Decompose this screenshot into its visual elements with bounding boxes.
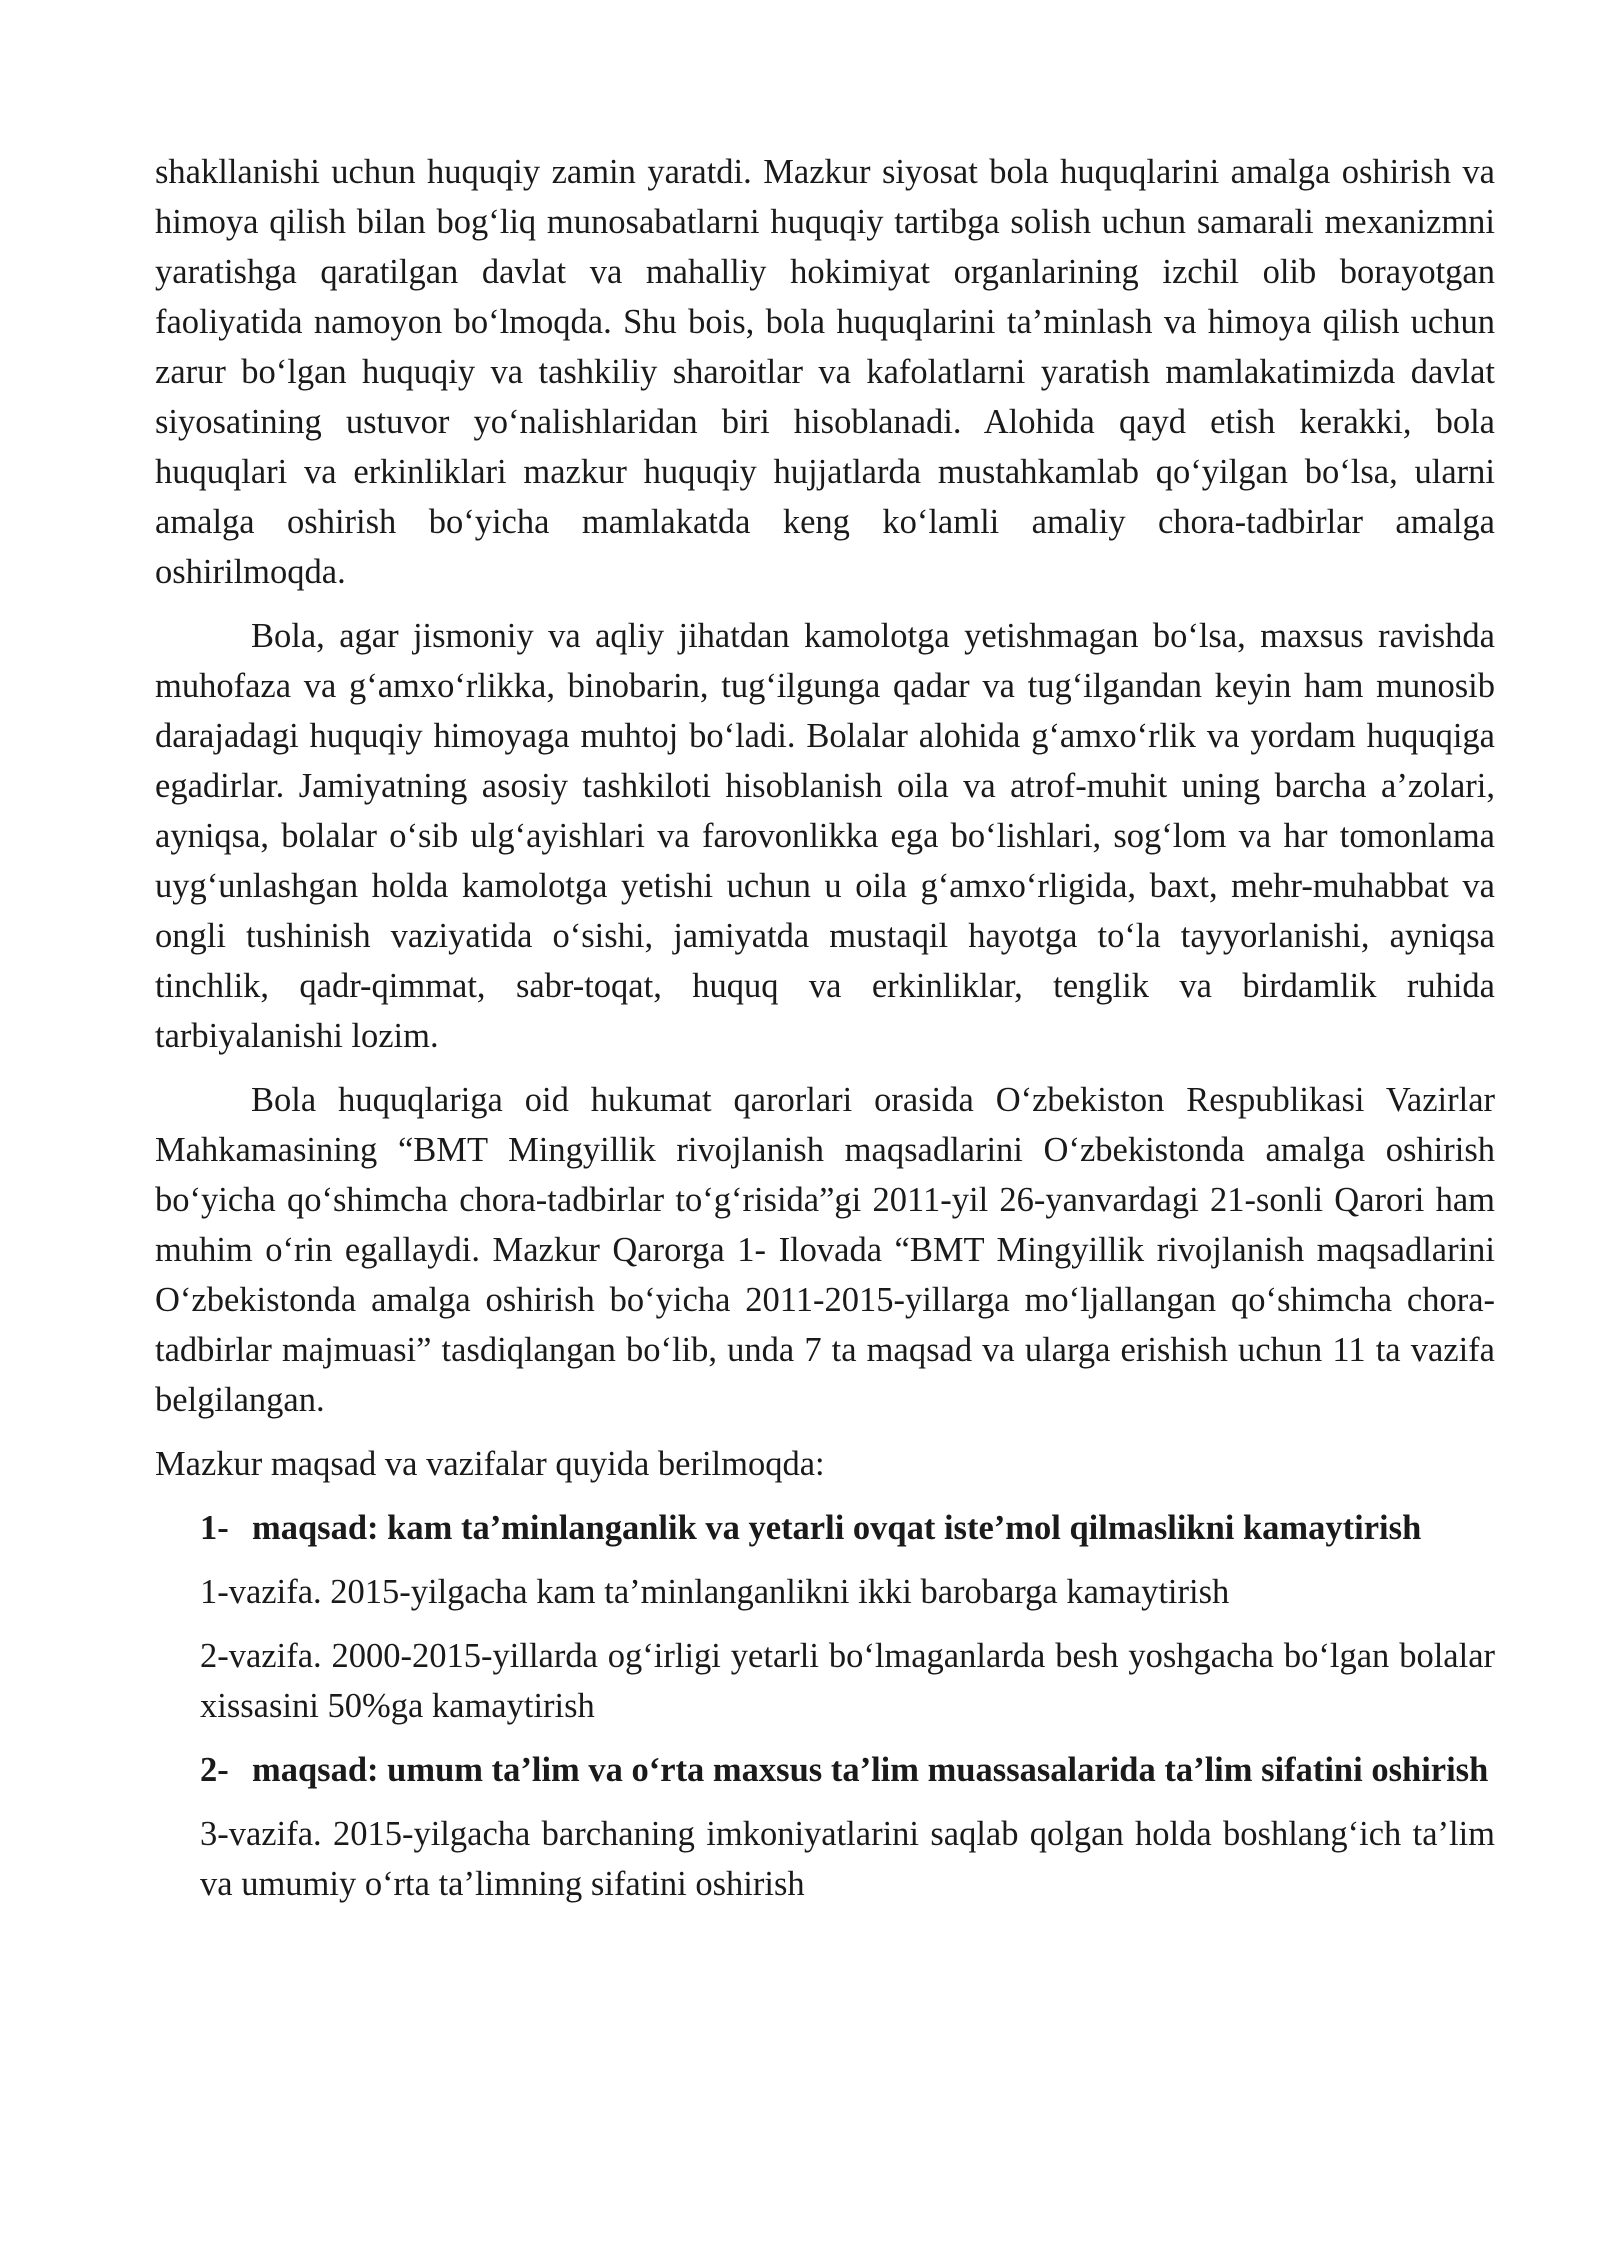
goal-number: 1- [200,1509,229,1547]
task-item-2: 2-vazifa. 2000-2015-yillarda og‘irligi yetarli bo‘lmaganlarda besh yoshgacha bo‘lgan bolalar xissasini 50%ga kamaytirish [200,1637,1495,1725]
goal-text: maqsad: kam ta’minlanganlik va yetarli ovqat iste’mol qilmaslikni kamaytirish [252,1509,1422,1547]
document-page [155,147,1495,1923]
paragraph-intro: shakllanishi uchun huquqiy zamin yaratdi. Mazkur siyosat bola huquqlarini amalga oshirish va himoya qilish bilan bog‘liq munosabatlarni huquqiy tartibga solish uchun samarali mexanizmni yaratishga qaratilgan davlat va mahalliy hokimiyat organlarining izchil olib borayotgan faoliyatida namoyon bo‘lmoqda. Shu bois, bola huquqlarini ta’minlash va himoya qilish uchun zarur bo‘lgan huquqiy va tashkiliy sharoitlar va kafolatlarni yaratish mamlakatimizda davlat siyosatining ustuvor yo‘nalishlaridan biri hisoblanadi. Alohida qayd etish kerakki, bola huquqlari va erkinliklari mazkur huquqiy hujjatlarda mustahkamlab qo‘yilgan bo‘lsa, ularni amalga oshirish bo‘yicha mamlakatda keng ko‘lamli amaliy chora-tadbirlar amalga oshirilmoqda. [155,153,1495,591]
task-item-1: 1-vazifa. 2015-yilgacha kam ta’minlanganlikni ikki barobarga kamaytirish [200,1573,1230,1611]
paragraph-child-protection: Bola, agar jismoniy va aqliy jihatdan kamolotga yetishmagan bo‘lsa, maxsus ravishda muhofaza va g‘amxo‘rlikka, binobarin, tug‘ilgunga qadar va tug‘ilgandan keyin ham munosib darajadagi huquqiy himoyaga muhtoj bo‘ladi. Bolalar alohida g‘amxo‘rlik va yordam huquqiga egadirlar. Jamiyatning asosiy tashkiloti hisoblanish oila va atrof-muhit uning barcha a’zolari, ayniqsa, bolalar o‘sib ulg‘ayishlari va farovonlikka ega bo‘lishlari, sog‘lom va har tomonlama uyg‘unlashgan holda kamolotga yetishi uchun u oila g‘amxo‘rligida, baxt, mehr-muhabbat va ongli tushinish vaziyatida o‘sishi, jamiyatda mustaqil hayotga to‘la tayyorlanishi, ayniqsa tinchlik, qadr-qimmat, sabr-toqat, huquq va erkinliklar, tenglik va birdamlik ruhida tarbiyalanishi lozim. [155,617,1495,1055]
goal-number: 2- [200,1751,229,1789]
paragraph-goals-intro: Mazkur maqsad va vazifalar quyida berilmoqda: [155,1445,825,1483]
task-item-3: 3-vazifa. 2015-yilgacha barchaning imkoniyatlarini saqlab qolgan holda boshlang‘ich ta’lim va umumiy o‘rta ta’limning sifatini oshirish [200,1815,1495,1903]
goal-heading-1 [200,1503,1495,1553]
goal-heading-2 [200,1745,1495,1795]
goal-text: maqsad: umum ta’lim va o‘rta maxsus ta’lim muassasalarida ta’lim sifatini oshirish [252,1751,1489,1789]
paragraph-government-resolution: Bola huquqlariga oid hukumat qarorlari orasida O‘zbekiston Respublikasi Vazirlar Mahkamasining “BMT Mingyillik rivojlanish maqsadlarini O‘zbekistonda amalga oshirish bo‘yicha qo‘shimcha chora-tadbirlar to‘g‘risida”gi 2011-yil 26-yanvardagi 21-sonli Qarori ham muhim o‘rin egallaydi. Mazkur Qarorga 1- Ilovada “BMT Mingyillik rivojlanish maqsadlarini O‘zbekistonda amalga oshirish bo‘yicha 2011-2015-yillarga mo‘ljallangan qo‘shimcha chora-tadbirlar majmuasi” tasdiqlangan bo‘lib, unda 7 ta maqsad va ularga erishish uchun 11 ta vazifa belgilangan. [155,1081,1495,1419]
